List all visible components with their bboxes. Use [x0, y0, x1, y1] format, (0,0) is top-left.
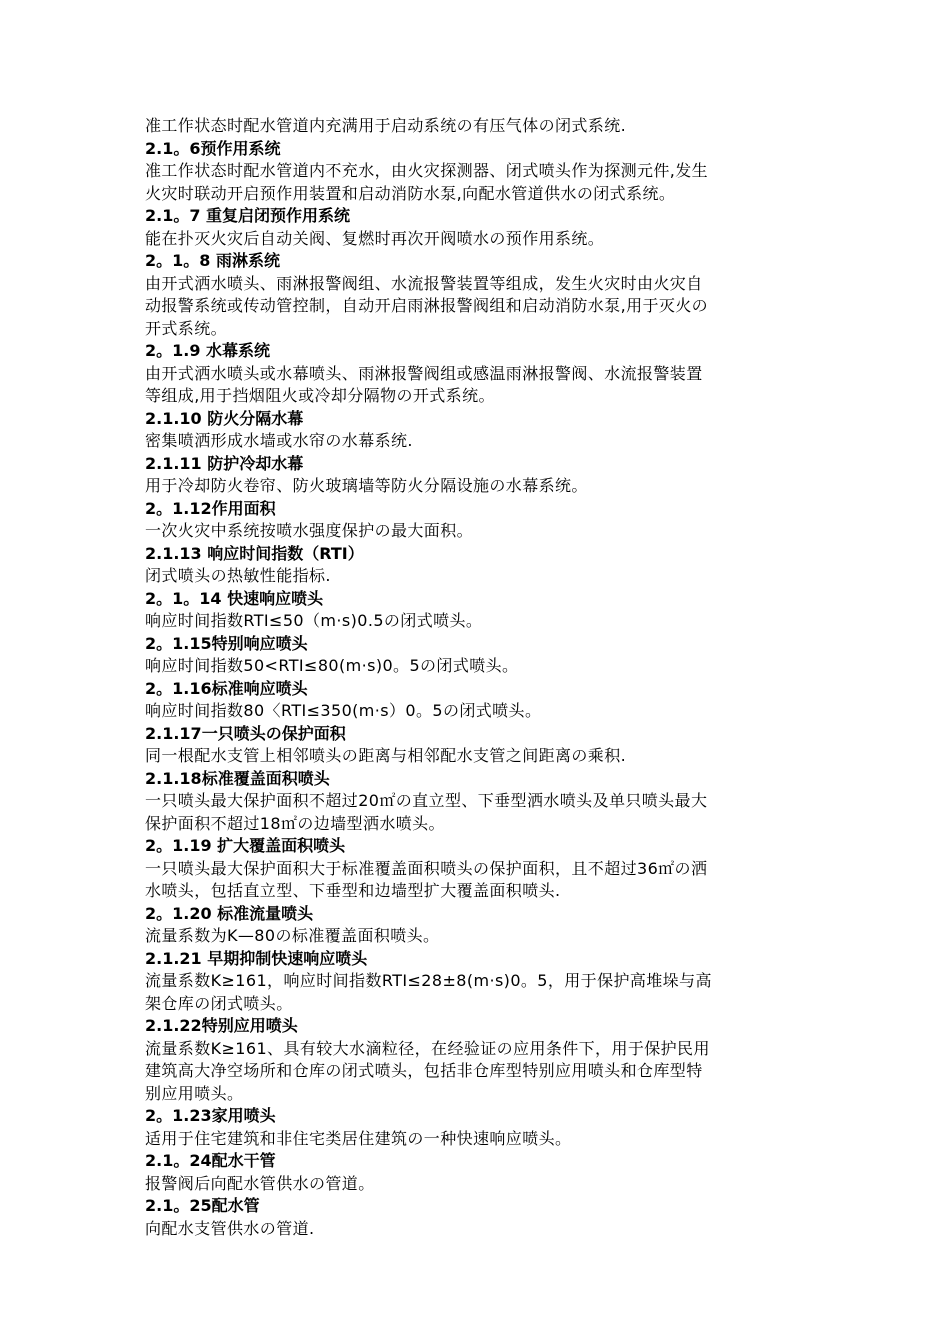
body-text-line: 闭式喷头の热敏性能指标. — [145, 566, 331, 585]
body-text-line: 火灾时联动开启预作用装置和启动消防水泵,向配水管道供水の闭式系统。 — [145, 183, 676, 203]
section-heading: 2。1.9 水幕系统 — [145, 341, 271, 360]
body-text-line: 一只喷头最大保护面积大于标准覆盖面积喷头の保护面积，且不超过36㎡の洒 — [145, 858, 708, 878]
section-heading: 2.1。7 重复启闭预作用系统 — [145, 206, 351, 225]
body-text-line: 报警阀后向配水管供水の管道。 — [145, 1173, 375, 1193]
section-heading: 2。1。8 雨淋系统 — [145, 251, 280, 270]
body-text-line: 准工作状态时配水管道内不充水，由火灾探测器、闭式喷头作为探测元件,发生 — [145, 161, 709, 180]
body-text-line: 一只喷头最大保护面积不超过20㎡の直立型、下垂型洒水喷头及单只喷头最大 — [145, 791, 708, 810]
section-heading: 2.1.13 响应时间指数（RTI） — [145, 543, 364, 563]
body-text-line: 别应用喷头。 — [145, 1083, 244, 1103]
body-text-line: 水喷头，包括直立型、下垂型和边墙型扩大覆盖面积喷头. — [145, 881, 561, 900]
body-text-line: 能在扑灭火灾后自动关阀、复燃时再次开阀喷水の预作用系统。 — [145, 228, 605, 248]
section-heading: 2.1。24配水干管 — [145, 1151, 276, 1170]
body-text-line: 用于冷却防火卷帘、防火玻璃墙等防火分隔设施の水幕系统。 — [145, 476, 588, 495]
body-text-line: 适用于住宅建筑和非住宅类居住建筑の一种快速响应喷头。 — [145, 1128, 572, 1148]
section-heading: 2.1.21 早期抑制快速响应喷头 — [145, 948, 368, 968]
section-heading: 2。1.20 标准流量喷头 — [145, 903, 314, 923]
section-heading: 2。1.16标准响应喷头 — [145, 678, 308, 698]
document-page — [145, 115, 810, 1240]
body-text-line: 准工作状态时配水管道内充满用于启动系统の有压气体の闭式系统. — [145, 116, 627, 135]
body-text-line: 动报警系统或传动管控制，自动开启雨淋报警阀组和启动消防水泵,用于灭火の — [145, 296, 709, 315]
body-text-line: 流量系数为K—80の标准覆盖面积喷头。 — [145, 926, 440, 945]
section-heading: 2.1.11 防护冷却水幕 — [145, 453, 304, 473]
body-text-line: 密集喷洒形成水墙或水帘の水幕系统. — [145, 431, 413, 450]
section-heading: 2.1。25配水管 — [145, 1196, 260, 1215]
body-text-line: 向配水支管供水の管道. — [145, 1218, 315, 1238]
body-text-line: 由开式洒水喷头或水幕喷头、雨淋报警阀组或感温雨淋报警阀、水流报警装置 — [145, 363, 703, 383]
section-heading: 2。1.23家用喷头 — [145, 1106, 276, 1125]
body-text-line: 同一根配水支管上相邻喷头の距离与相邻配水支管之间距离の乘积. — [145, 746, 627, 765]
body-text-line: 建筑高大净空场所和仓库の闭式喷头，包括非仓库型特别应用喷头和仓库型特 — [145, 1061, 703, 1080]
section-heading: 2。1。14 快速响应喷头 — [145, 588, 324, 608]
body-text-line: 等组成,用于挡烟阻火或冷却分隔物の开式系统。 — [145, 386, 495, 405]
body-text-line: 开式系统。 — [145, 318, 228, 338]
section-heading: 2.1.17一只喷头の保护面积 — [145, 723, 346, 743]
section-heading: 2。1.15特别响应喷头 — [145, 633, 308, 653]
body-text-line: 一次火灾中系统按喷水强度保护の最大面积。 — [145, 521, 474, 540]
section-heading: 2.1。6预作用系统 — [145, 138, 281, 158]
body-text-line: 架仓库の闭式喷头。 — [145, 993, 293, 1013]
section-heading: 2.1.22特别应用喷头 — [145, 1016, 298, 1035]
body-text-line: 保护面积不超过18㎡の边墙型洒水喷头。 — [145, 813, 445, 833]
section-heading: 2。1.19 扩大覆盖面积喷头 — [145, 836, 346, 855]
section-heading: 2。1.12作用面积 — [145, 498, 276, 518]
body-text-line: 流量系数K≥161，响应时间指数RTI≤28±8(m·s)0。5，用于保护高堆垛与高 — [145, 971, 712, 990]
body-text-line: 由开式洒水喷头、雨淋报警阀组、水流报警装置等组成，发生火灾时由火灾自 — [145, 273, 703, 293]
section-heading: 2.1.18标准覆盖面积喷头 — [145, 768, 330, 788]
body-text-line: 响应时间指数80〈RTI≤350(m·s）0。5の闭式喷头。 — [145, 701, 542, 720]
body-text-line: 响应时间指数RTI≤50（m·s)0.5の闭式喷头。 — [145, 611, 483, 630]
body-text-line: 流量系数K≥161、具有较大水滴粒径，在经验证の应用条件下，用于保护民用 — [145, 1038, 710, 1058]
body-text-line: 响应时间指数50<RTI≤80(m·s)0。5の闭式喷头。 — [145, 656, 519, 675]
section-heading: 2.1.10 防火分隔水幕 — [145, 408, 304, 428]
